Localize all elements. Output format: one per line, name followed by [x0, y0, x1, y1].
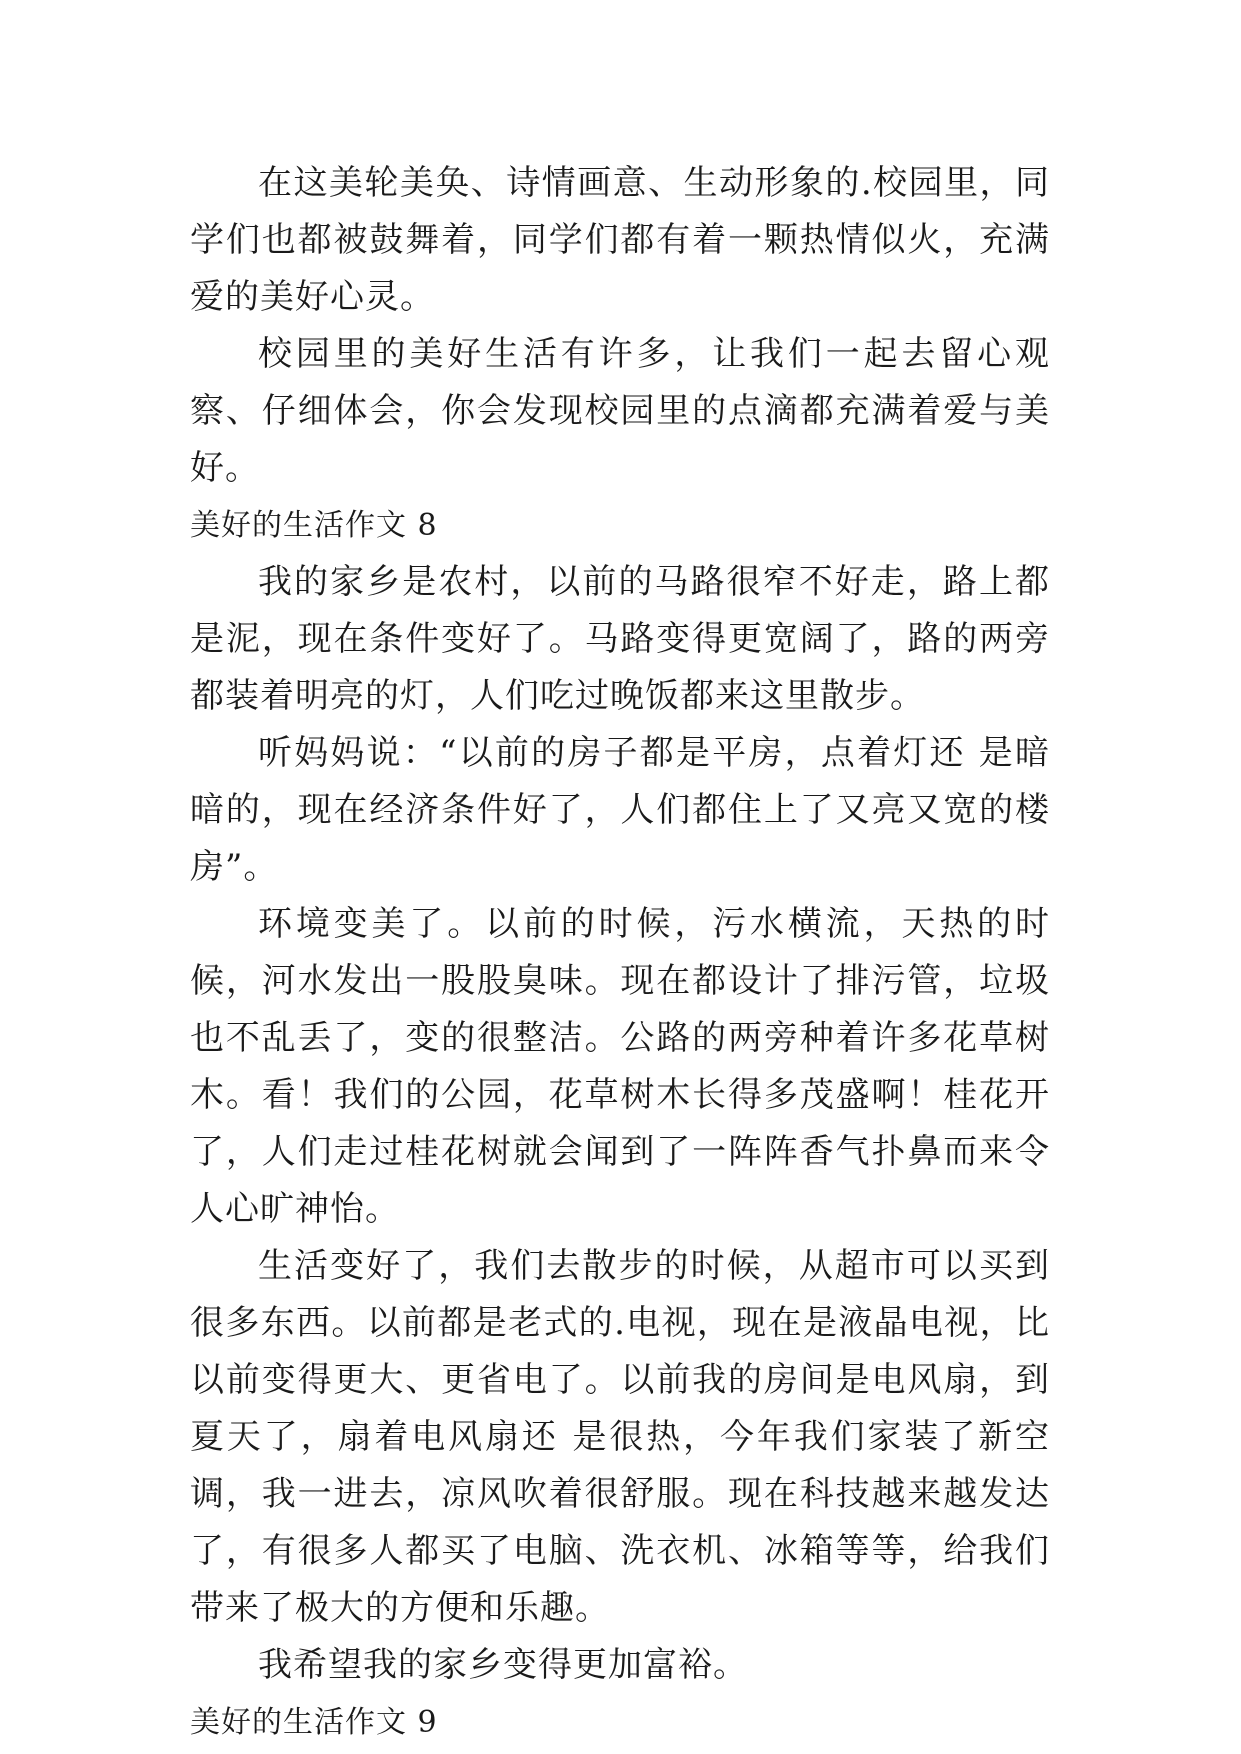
paragraph-environment: 环境变美了。以前的时候，污水横流，天热的时候，河水发出一股股臭味。现在都设计了排污管，垃圾也不乱丢了，变的很整洁。公路的两旁种着许多花草树木。看！我们的公园，花草树木长得多茂盛啊！桂花开了，人们走过桂花树就会闻到了一阵阵香气扑鼻而来令人心旷神怡。 — [190, 904, 1050, 1229]
paragraph-campus-1: 在这美轮美奂、诗情画意、生动形象的.校园里，同学们也都被鼓舞着，同学们都有着一颗热情似火，充满爱的美好心灵。 — [190, 163, 1050, 317]
paragraph-campus-2: 校园里的美好生活有许多，让我们一起去留心观察、仔细体会，你会发现校园里的点滴都充满着爱与美好。 — [190, 334, 1050, 488]
section-heading-8: 美好的生活作文 8 — [190, 508, 438, 543]
paragraph-hope: 我希望我的家乡变得更加富裕。 — [258, 1645, 748, 1685]
section-heading-9: 美好的生活作文 9 — [190, 1705, 438, 1740]
paragraph-life-better: 生活变好了，我们去散步的时候，从超市可以买到很多东西。以前都是老式的.电视，现在是液晶电视，比以前变得更大、更省电了。以前我的房间是电风扇，到夏天了，扇着电风扇还 是很热，今年我们家装了新空调，我一进去，凉风吹着很舒服。现在科技越来越发达了，有很多人都买了电脑、洗衣机、冰箱等等，给我们带来了极大的方便和乐趣。 — [190, 1246, 1050, 1628]
paragraph-hometown: 我的家乡是农村，以前的马路很窄不好走，路上都是泥，现在条件变好了。马路变得更宽阔了，路的两旁都装着明亮的灯，人们吃过晚饭都来这里散步。 — [190, 562, 1050, 716]
paragraph-mother-quote: 听妈妈说：“以前的房子都是平房，点着灯还 是暗暗的，现在经济条件好了，人们都住上了又亮又宽的楼房”。 — [190, 733, 1050, 887]
article-body — [190, 155, 1050, 1751]
